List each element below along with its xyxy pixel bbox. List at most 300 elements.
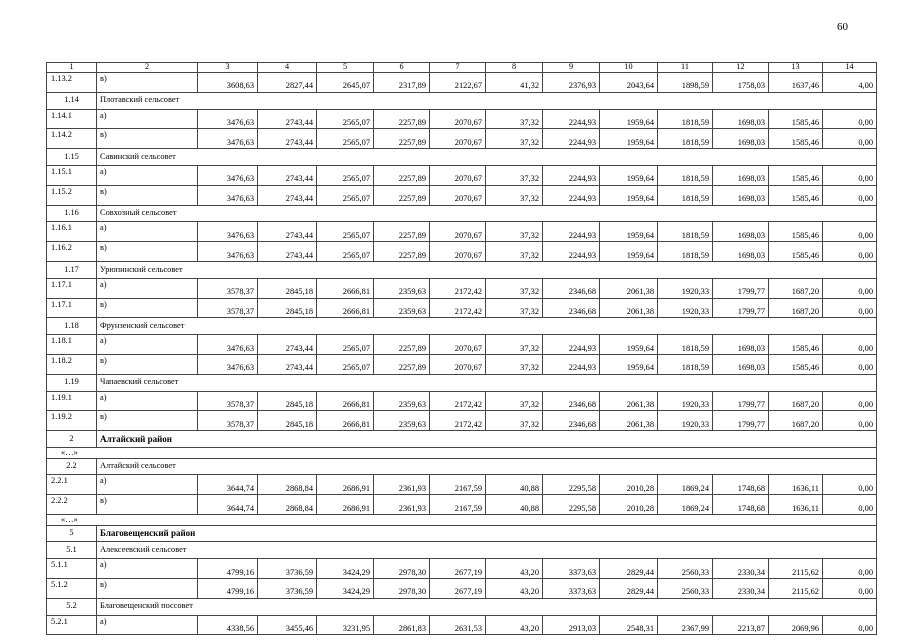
column-number: 5 (317, 63, 374, 73)
value-cell: 37,32 (486, 391, 543, 411)
value-cell: 2376,93 (543, 73, 600, 93)
value-cell: 2070,67 (430, 242, 486, 262)
data-row (47, 559, 877, 579)
value-cell: 2257,89 (374, 109, 430, 129)
value-cell: 2167,59 (430, 475, 486, 495)
value-cell: 2666,81 (317, 278, 374, 298)
value-cell: 2560,33 (658, 578, 713, 598)
value-cell: 1585,46 (769, 109, 823, 129)
value-cell: 1698,03 (713, 185, 769, 205)
value-cell: 2172,42 (430, 391, 486, 411)
value-cell: 1959,64 (600, 335, 658, 355)
data-row (47, 391, 877, 411)
value-cell: 2346,68 (543, 391, 600, 411)
column-number: 8 (486, 63, 543, 73)
value-cell: 2043,64 (600, 73, 658, 93)
value-cell: 1799,77 (713, 391, 769, 411)
value-cell: 1636,11 (769, 475, 823, 495)
value-cell: 2244,93 (543, 242, 600, 262)
row-code: 1.19 (47, 374, 97, 391)
column-number: 9 (543, 63, 600, 73)
value-cell: 2167,59 (430, 495, 486, 515)
data-row (47, 615, 877, 635)
value-cell: 4338,56 (198, 615, 258, 635)
value-cell: 1818,59 (658, 335, 713, 355)
value-cell: 1698,03 (713, 354, 769, 374)
value-cell: 1585,46 (769, 335, 823, 355)
value-cell: 3608,63 (198, 73, 258, 93)
district-row (47, 431, 877, 448)
tariff-table (46, 62, 877, 635)
value-cell: 3476,63 (198, 242, 258, 262)
row-subitem: в) (97, 578, 198, 598)
value-cell: 1920,33 (658, 298, 713, 318)
value-cell: 3476,63 (198, 109, 258, 129)
value-cell: 2257,89 (374, 185, 430, 205)
value-cell: 1758,03 (713, 73, 769, 93)
district-name: Алтайский район (97, 431, 877, 448)
value-cell: 2565,07 (317, 185, 374, 205)
value-cell: 2631,53 (430, 615, 486, 635)
value-cell: 2666,81 (317, 411, 374, 431)
value-cell: 3644,74 (198, 495, 258, 515)
value-cell: 1687,20 (769, 278, 823, 298)
row-subitem: в) (97, 354, 198, 374)
settlement-name: Благовещенский поссовет (97, 598, 877, 615)
value-cell: 3373,63 (543, 559, 600, 579)
value-cell: 1869,24 (658, 475, 713, 495)
value-cell: 3476,63 (198, 185, 258, 205)
value-cell: 37,32 (486, 165, 543, 185)
value-cell: 2244,93 (543, 222, 600, 242)
value-cell: 2295,58 (543, 495, 600, 515)
value-cell: 2244,93 (543, 185, 600, 205)
value-cell: 2330,34 (713, 559, 769, 579)
value-cell: 41,32 (486, 73, 543, 93)
row-code: 1.17.1 (47, 298, 97, 318)
value-cell: 2359,63 (374, 278, 430, 298)
row-code: 1.13.2 (47, 73, 97, 93)
value-cell: 2061,38 (600, 278, 658, 298)
value-cell: 2061,38 (600, 298, 658, 318)
row-code: 1.18.2 (47, 354, 97, 374)
value-cell: 3476,63 (198, 335, 258, 355)
value-cell: 1920,33 (658, 278, 713, 298)
data-row (47, 354, 877, 374)
row-subitem: в) (97, 495, 198, 515)
row-code: 1.19.2 (47, 411, 97, 431)
value-cell: 2172,42 (430, 278, 486, 298)
value-cell: 2560,33 (658, 559, 713, 579)
value-cell: 1585,46 (769, 354, 823, 374)
settlement-row (47, 149, 877, 166)
value-cell: 1748,68 (713, 495, 769, 515)
value-cell: 2070,67 (430, 335, 486, 355)
settlement-row (47, 205, 877, 222)
value-cell: 2070,67 (430, 354, 486, 374)
value-cell: 2743,44 (258, 222, 317, 242)
value-cell: 0,00 (823, 354, 877, 374)
value-cell: 3476,63 (198, 354, 258, 374)
row-code: 5.2 (47, 598, 97, 615)
data-row (47, 298, 877, 318)
data-row (47, 411, 877, 431)
row-subitem: в) (97, 73, 198, 93)
data-row (47, 109, 877, 129)
settlement-row (47, 92, 877, 109)
column-number: 14 (823, 63, 877, 73)
row-subitem: а) (97, 559, 198, 579)
value-cell: 37,32 (486, 129, 543, 149)
row-subitem: в) (97, 298, 198, 318)
value-cell: 2244,93 (543, 129, 600, 149)
value-cell: 0,00 (823, 129, 877, 149)
district-row (47, 525, 877, 542)
value-cell: 1818,59 (658, 242, 713, 262)
value-cell: 0,00 (823, 109, 877, 129)
value-cell: 2359,63 (374, 391, 430, 411)
value-cell: 37,32 (486, 185, 543, 205)
value-cell: 0,00 (823, 411, 877, 431)
value-cell: 2070,67 (430, 109, 486, 129)
data-row (47, 185, 877, 205)
value-cell: 2346,68 (543, 278, 600, 298)
value-cell: 2346,68 (543, 298, 600, 318)
value-cell: 3578,37 (198, 411, 258, 431)
omission-row (47, 447, 877, 458)
data-row (47, 129, 877, 149)
value-cell: 3578,37 (198, 298, 258, 318)
row-code: 1.14.2 (47, 129, 97, 149)
value-cell: 0,00 (823, 475, 877, 495)
value-cell: 1959,64 (600, 109, 658, 129)
row-subitem: а) (97, 222, 198, 242)
value-cell: 3578,37 (198, 391, 258, 411)
row-code: 2.2.2 (47, 495, 97, 515)
value-cell: 1818,59 (658, 354, 713, 374)
value-cell: 2845,18 (258, 411, 317, 431)
value-cell: 2845,18 (258, 298, 317, 318)
value-cell: 2115,62 (769, 578, 823, 598)
settlement-name: Совхозный сельсовет (97, 205, 877, 222)
value-cell: 1818,59 (658, 222, 713, 242)
value-cell: 4,00 (823, 73, 877, 93)
value-cell: 3644,74 (198, 475, 258, 495)
value-cell: 1687,20 (769, 391, 823, 411)
data-row (47, 335, 877, 355)
value-cell: 2548,31 (600, 615, 658, 635)
row-code: 1.16.2 (47, 242, 97, 262)
column-number: 7 (430, 63, 486, 73)
value-cell: 2330,34 (713, 578, 769, 598)
value-cell: 2257,89 (374, 165, 430, 185)
value-cell: 1818,59 (658, 129, 713, 149)
value-cell: 1698,03 (713, 222, 769, 242)
row-code: 1.16.1 (47, 222, 97, 242)
row-code: 1.15.2 (47, 185, 97, 205)
data-row (47, 475, 877, 495)
row-subitem: а) (97, 165, 198, 185)
value-cell: 2070,67 (430, 129, 486, 149)
row-code: 5.1 (47, 542, 97, 559)
value-cell: 0,00 (823, 298, 877, 318)
row-subitem: в) (97, 185, 198, 205)
value-cell: 2122,67 (430, 73, 486, 93)
value-cell: 3424,29 (317, 578, 374, 598)
value-cell: 3476,63 (198, 129, 258, 149)
value-cell: 2069,96 (769, 615, 823, 635)
value-cell: 2666,81 (317, 298, 374, 318)
settlement-name: Алтайский сельсовет (97, 458, 877, 475)
value-cell: 0,00 (823, 185, 877, 205)
row-code: 1.18.1 (47, 335, 97, 355)
row-code: 5.1.2 (47, 578, 97, 598)
value-cell: 1585,46 (769, 165, 823, 185)
value-cell: 2172,42 (430, 411, 486, 431)
value-cell: 1799,77 (713, 411, 769, 431)
value-cell: 2743,44 (258, 129, 317, 149)
row-subitem: в) (97, 242, 198, 262)
value-cell: 2845,18 (258, 391, 317, 411)
value-cell: 2677,19 (430, 559, 486, 579)
value-cell: 43,20 (486, 559, 543, 579)
value-cell: 2829,44 (600, 578, 658, 598)
value-cell: 1959,64 (600, 222, 658, 242)
value-cell: 1959,64 (600, 354, 658, 374)
row-code: 1.15.1 (47, 165, 97, 185)
value-cell: 2645,07 (317, 73, 374, 93)
column-number: 4 (258, 63, 317, 73)
value-cell: 2257,89 (374, 354, 430, 374)
value-cell: 37,32 (486, 335, 543, 355)
value-cell: 2861,83 (374, 615, 430, 635)
value-cell: 2845,18 (258, 278, 317, 298)
value-cell: 1799,77 (713, 278, 769, 298)
omission-mark: «…» (47, 447, 877, 458)
row-code: 5 (47, 525, 97, 542)
value-cell: 0,00 (823, 242, 877, 262)
column-number: 6 (374, 63, 430, 73)
column-number-header (47, 63, 877, 73)
value-cell: 0,00 (823, 559, 877, 579)
value-cell: 0,00 (823, 278, 877, 298)
data-row (47, 222, 877, 242)
value-cell: 2257,89 (374, 335, 430, 355)
value-cell: 2743,44 (258, 242, 317, 262)
value-cell: 37,32 (486, 278, 543, 298)
value-cell: 0,00 (823, 165, 877, 185)
row-code: 1.18 (47, 318, 97, 335)
data-row (47, 495, 877, 515)
value-cell: 3736,59 (258, 578, 317, 598)
row-code: 5.1.1 (47, 559, 97, 579)
row-code: 2.2.1 (47, 475, 97, 495)
value-cell: 2295,58 (543, 475, 600, 495)
value-cell: 2070,67 (430, 185, 486, 205)
value-cell: 1585,46 (769, 185, 823, 205)
value-cell: 37,32 (486, 411, 543, 431)
column-number: 2 (97, 63, 198, 73)
value-cell: 2070,67 (430, 222, 486, 242)
value-cell: 1698,03 (713, 129, 769, 149)
value-cell: 37,32 (486, 222, 543, 242)
value-cell: 2868,84 (258, 475, 317, 495)
row-subitem: а) (97, 109, 198, 129)
value-cell: 1637,46 (769, 73, 823, 93)
value-cell: 2359,63 (374, 298, 430, 318)
value-cell: 2666,81 (317, 391, 374, 411)
page-number: 60 (837, 21, 848, 33)
value-cell: 1748,68 (713, 475, 769, 495)
row-code: 1.17 (47, 261, 97, 278)
value-cell: 1687,20 (769, 298, 823, 318)
row-subitem: а) (97, 335, 198, 355)
value-cell: 0,00 (823, 615, 877, 635)
settlement-name: Урюпинский сельсовет (97, 261, 877, 278)
value-cell: 2565,07 (317, 242, 374, 262)
value-cell: 2257,89 (374, 129, 430, 149)
settlement-name: Савинский сельсовет (97, 149, 877, 166)
settlement-row (47, 374, 877, 391)
value-cell: 1585,46 (769, 222, 823, 242)
data-row (47, 165, 877, 185)
row-code: 5.2.1 (47, 615, 97, 635)
value-cell: 0,00 (823, 391, 877, 411)
value-cell: 2743,44 (258, 165, 317, 185)
value-cell: 1959,64 (600, 242, 658, 262)
settlement-name: Алексеевский сельсовет (97, 542, 877, 559)
settlement-row (47, 261, 877, 278)
value-cell: 37,32 (486, 298, 543, 318)
data-row (47, 242, 877, 262)
value-cell: 2115,62 (769, 559, 823, 579)
value-cell: 1818,59 (658, 109, 713, 129)
value-cell: 1959,64 (600, 185, 658, 205)
row-code: 1.17.1 (47, 278, 97, 298)
value-cell: 2346,68 (543, 411, 600, 431)
value-cell: 1959,64 (600, 129, 658, 149)
value-cell: 37,32 (486, 109, 543, 129)
value-cell: 2913,03 (543, 615, 600, 635)
value-cell: 2010,28 (600, 475, 658, 495)
row-code: 2.2 (47, 458, 97, 475)
value-cell: 1585,46 (769, 242, 823, 262)
district-name: Благовещенский район (97, 525, 877, 542)
column-number: 1 (47, 63, 97, 73)
row-code: 1.14.1 (47, 109, 97, 129)
value-cell: 4799,16 (198, 578, 258, 598)
value-cell: 2317,89 (374, 73, 430, 93)
settlement-row (47, 318, 877, 335)
column-number: 13 (769, 63, 823, 73)
value-cell: 3476,63 (198, 165, 258, 185)
value-cell: 37,32 (486, 242, 543, 262)
settlement-name: Чапаевский сельсовет (97, 374, 877, 391)
row-subitem: а) (97, 391, 198, 411)
value-cell: 1698,03 (713, 242, 769, 262)
value-cell: 2010,28 (600, 495, 658, 515)
value-cell: 0,00 (823, 335, 877, 355)
row-code: 2 (47, 431, 97, 448)
value-cell: 1818,59 (658, 185, 713, 205)
value-cell: 1585,46 (769, 129, 823, 149)
value-cell: 43,20 (486, 615, 543, 635)
value-cell: 2677,19 (430, 578, 486, 598)
value-cell: 1698,03 (713, 165, 769, 185)
omission-mark: «…» (47, 514, 877, 525)
value-cell: 0,00 (823, 495, 877, 515)
row-subitem: в) (97, 129, 198, 149)
value-cell: 3231,95 (317, 615, 374, 635)
value-cell: 2213,87 (713, 615, 769, 635)
value-cell: 2827,44 (258, 73, 317, 93)
value-cell: 2244,93 (543, 335, 600, 355)
data-row (47, 578, 877, 598)
value-cell: 1698,03 (713, 109, 769, 129)
value-cell: 1818,59 (658, 165, 713, 185)
data-row (47, 278, 877, 298)
value-cell: 2565,07 (317, 335, 374, 355)
value-cell: 2257,89 (374, 242, 430, 262)
row-code: 1.14 (47, 92, 97, 109)
data-row (47, 73, 877, 93)
value-cell: 2257,89 (374, 222, 430, 242)
value-cell: 2978,30 (374, 578, 430, 598)
value-cell: 40,88 (486, 495, 543, 515)
value-cell: 1920,33 (658, 411, 713, 431)
value-cell: 3736,59 (258, 559, 317, 579)
column-number: 12 (713, 63, 769, 73)
value-cell: 2829,44 (600, 559, 658, 579)
row-code: 1.19.1 (47, 391, 97, 411)
column-number: 10 (600, 63, 658, 73)
row-code: 1.15 (47, 149, 97, 166)
value-cell: 3476,63 (198, 222, 258, 242)
value-cell: 1869,24 (658, 495, 713, 515)
value-cell: 37,32 (486, 354, 543, 374)
value-cell: 2061,38 (600, 411, 658, 431)
row-subitem: в) (97, 411, 198, 431)
value-cell: 2565,07 (317, 222, 374, 242)
row-code: 1.16 (47, 205, 97, 222)
value-cell: 2244,93 (543, 109, 600, 129)
value-cell: 2565,07 (317, 354, 374, 374)
value-cell: 2743,44 (258, 335, 317, 355)
value-cell: 2565,07 (317, 109, 374, 129)
settlement-row (47, 458, 877, 475)
value-cell: 2686,91 (317, 495, 374, 515)
value-cell: 1636,11 (769, 495, 823, 515)
value-cell: 2686,91 (317, 475, 374, 495)
value-cell: 3578,37 (198, 278, 258, 298)
value-cell: 0,00 (823, 578, 877, 598)
value-cell: 3373,63 (543, 578, 600, 598)
value-cell: 2359,63 (374, 411, 430, 431)
value-cell: 1799,77 (713, 298, 769, 318)
settlement-name: Плотавский сельсовет (97, 92, 877, 109)
value-cell: 2978,30 (374, 559, 430, 579)
value-cell: 2743,44 (258, 109, 317, 129)
value-cell: 2172,42 (430, 298, 486, 318)
settlement-name: Фрунзенский сельсовет (97, 318, 877, 335)
value-cell: 3455,46 (258, 615, 317, 635)
value-cell: 4799,16 (198, 559, 258, 579)
value-cell: 1920,33 (658, 391, 713, 411)
value-cell: 1898,59 (658, 73, 713, 93)
row-subitem: а) (97, 278, 198, 298)
settlement-row (47, 598, 877, 615)
value-cell: 2868,84 (258, 495, 317, 515)
